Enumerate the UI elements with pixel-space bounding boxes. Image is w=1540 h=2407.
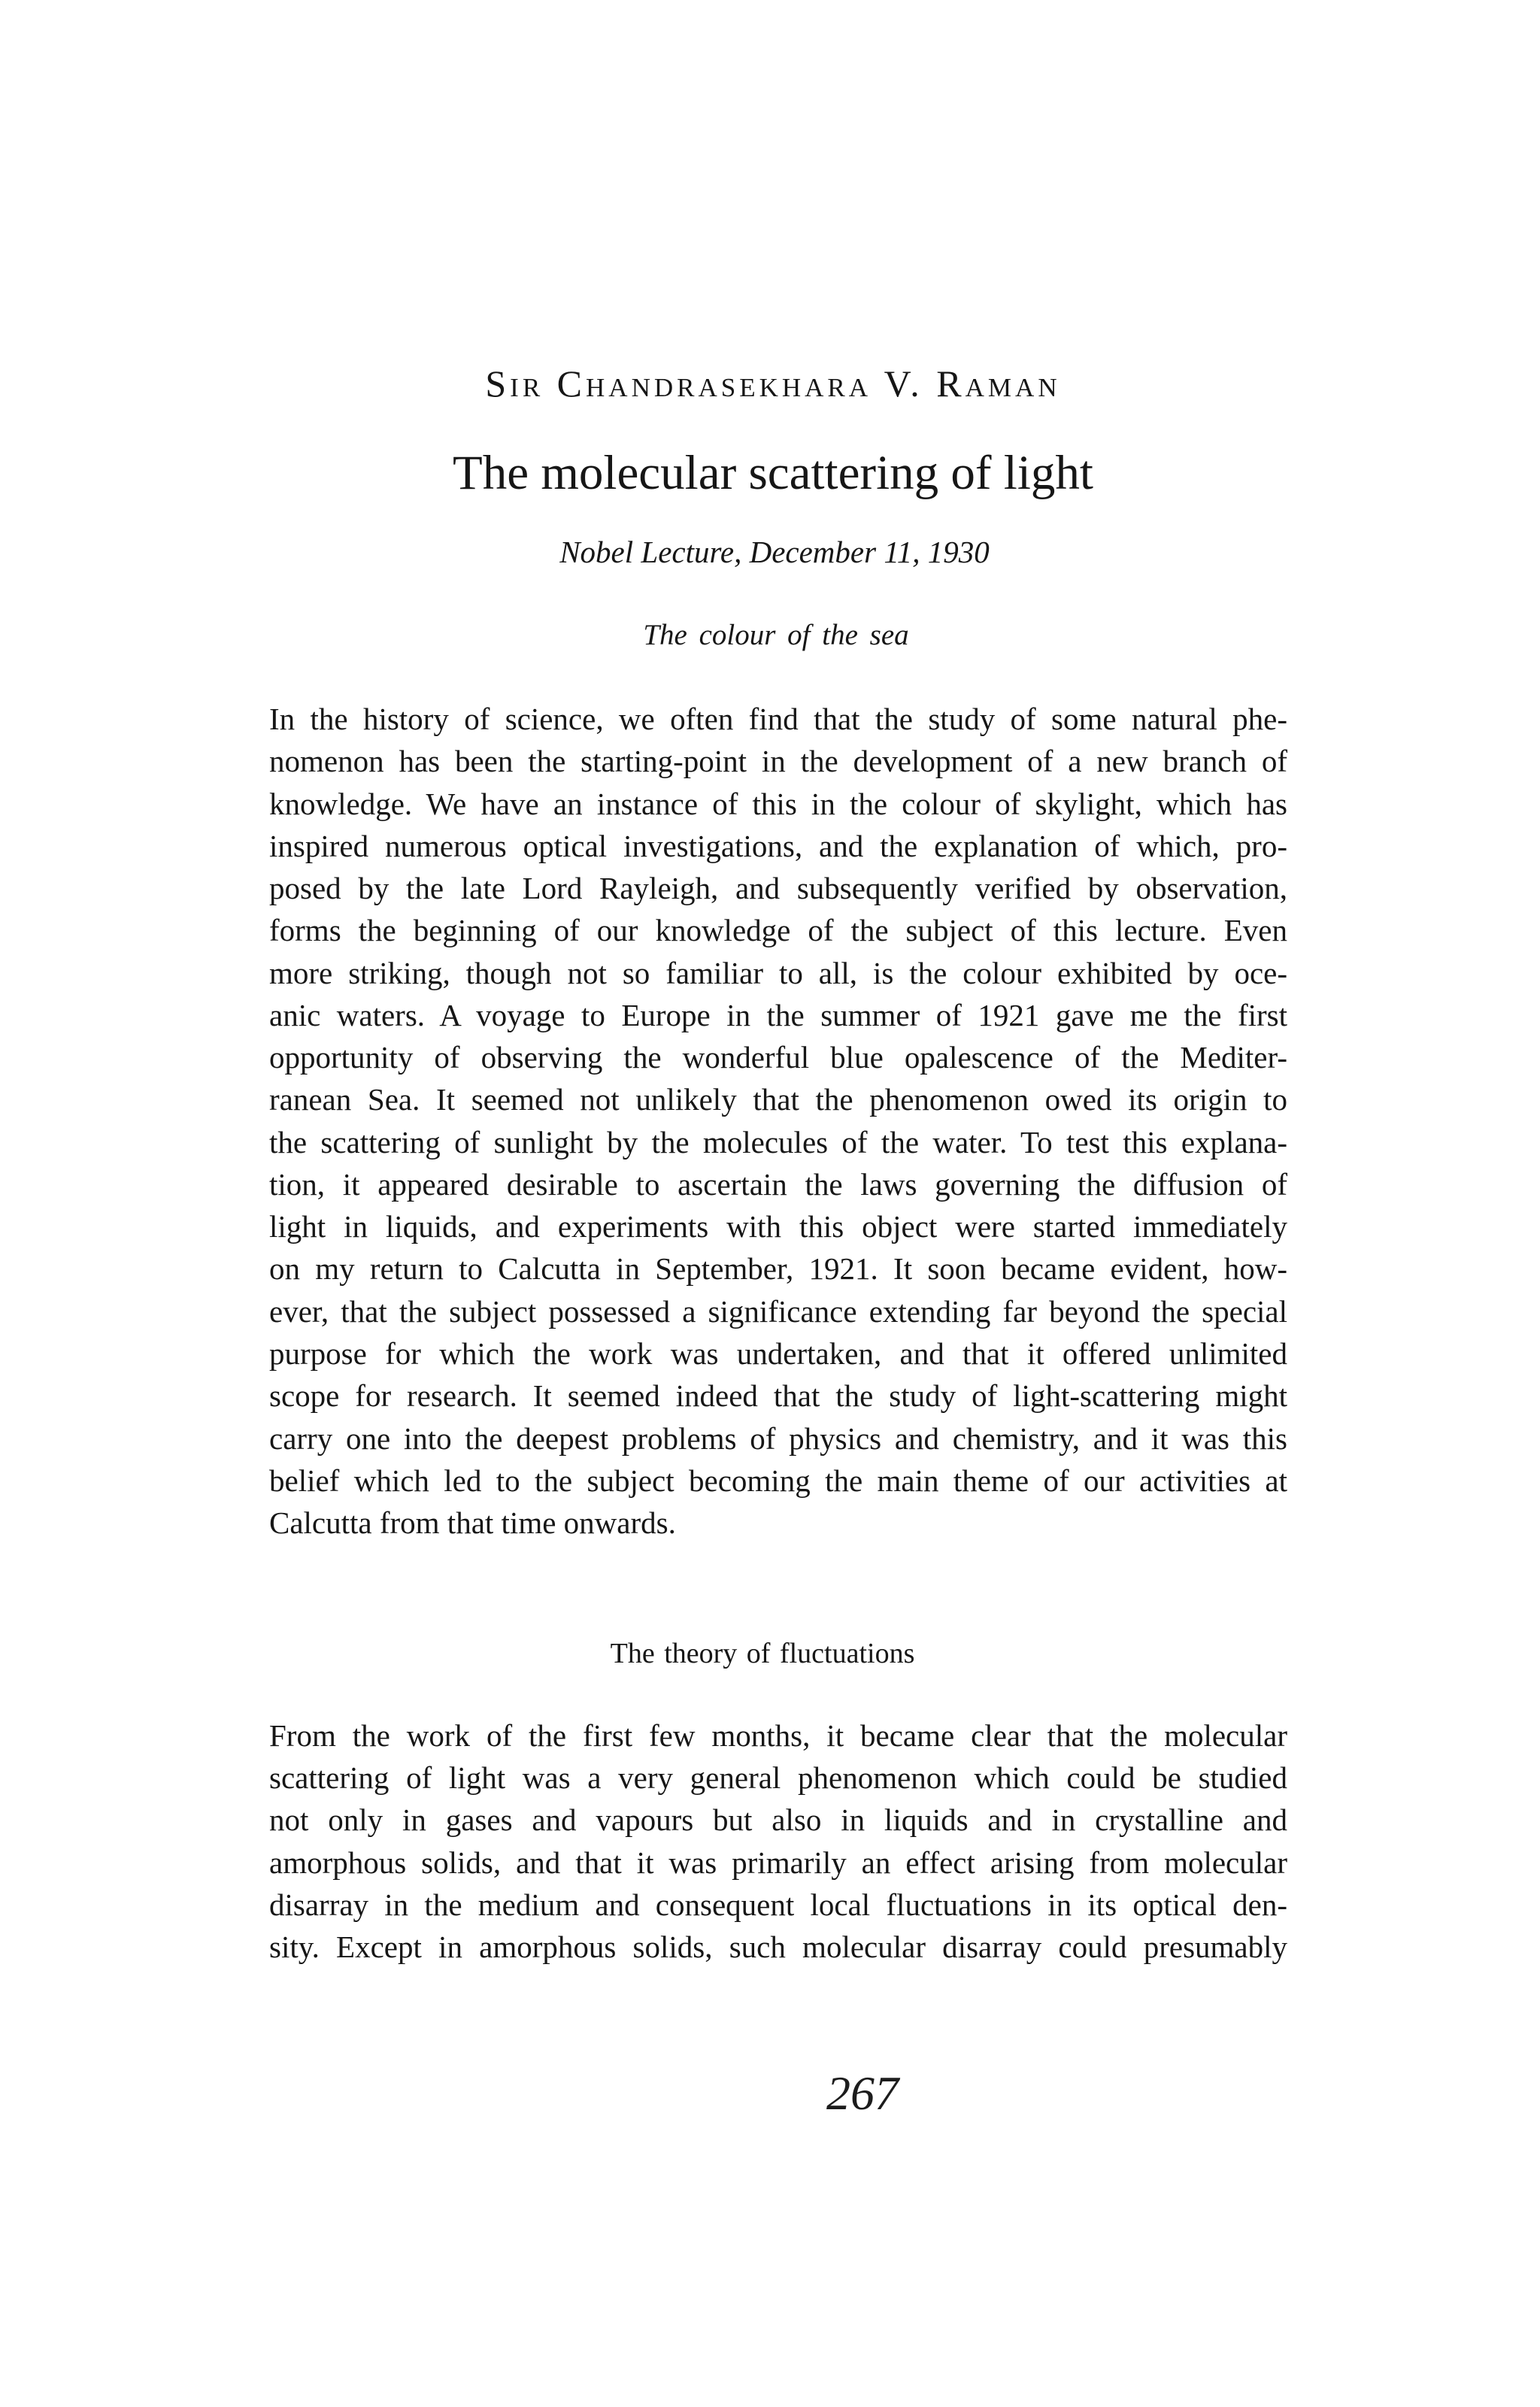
paragraph [269, 698, 1287, 1544]
text-line: carry one into the deepest problems of physics and chemistry, and it was this [269, 1420, 1287, 1456]
text-line: the scattering of sunlight by the molecules of the water. To test this explana- [269, 1124, 1287, 1160]
text-line: opportunity of observing the wonderful blue opalescence of the Mediter- [269, 1040, 1287, 1075]
page-number: 267 [826, 2066, 899, 2120]
text-line: knowledge. We have an instance of this in the colour of skylight, which has [269, 786, 1287, 821]
text-line: ever, that the subject possessed a significance extending far beyond the special [269, 1293, 1287, 1329]
text-line: disarray in the medium and consequent local fluctuations in its optical den- [269, 1887, 1287, 1922]
text-line: ranean Sea. It seemed not unlikely that the phenomenon owed its origin to [269, 1082, 1287, 1117]
text-line: In the history of science, we often find that the study of some natural phe- [269, 702, 1287, 736]
author-name: Sir Chandrasekhara V. Raman [485, 362, 1061, 405]
text-line: belief which led to the subject becoming the main theme of our activities at [269, 1463, 1287, 1498]
text-line: not only in gases and vapours but also in liquids and in crystalline and [269, 1802, 1287, 1838]
text-line: more striking, though not so familiar to all, is the colour exhibited by oce- [269, 955, 1287, 990]
text-line: inspired numerous optical investigations, and the explanation of which, pro- [269, 828, 1287, 863]
text-line: purpose for which the work was undertaken, and that it offered unlimited [269, 1335, 1287, 1371]
text-line: nomenon has been the starting-point in the development of a new branch of [269, 744, 1287, 779]
text-line: anic waters. A voyage to Europe in the summer of 1921 gave me the first [269, 997, 1287, 1032]
text-line: amorphous solids, and that it was primarily an effect arising from molecular [269, 1845, 1287, 1880]
text-line: tion, it appeared desirable to ascertain the laws governing the diffusion of [269, 1166, 1287, 1202]
text-line: forms the beginning of our knowledge of the subject of this lecture. Even [269, 913, 1287, 948]
text-line: Calcutta from that time onwards. [269, 1505, 676, 1541]
text-line: From the work of the first few months, it became clear that the molecular [269, 1718, 1287, 1753]
lecture-subtitle: Nobel Lecture, December 11, 1930 [559, 535, 990, 569]
section-heading: The theory of fluctuations [610, 1638, 915, 1669]
text-line: light in liquids, and experiments with this object were started immediately [269, 1209, 1287, 1244]
lecture-title: The molecular scattering of light [453, 446, 1093, 500]
text-line: posed by the late Lord Rayleigh, and subsequently verified by observation, [269, 871, 1287, 906]
section-heading: The colour of the sea [643, 619, 909, 651]
text-line: scope for research. It seemed indeed that the study of light-scattering might [269, 1378, 1287, 1414]
paragraph [269, 1714, 1287, 1968]
text-line: sity. Except in amorphous solids, such molecular disarray could presumably [269, 1930, 1287, 1965]
text-line: on my return to Calcutta in September, 1921. It soon became evident, how- [269, 1251, 1287, 1287]
text-line: scattering of light was a very general phenomenon which could be studied [269, 1760, 1287, 1796]
